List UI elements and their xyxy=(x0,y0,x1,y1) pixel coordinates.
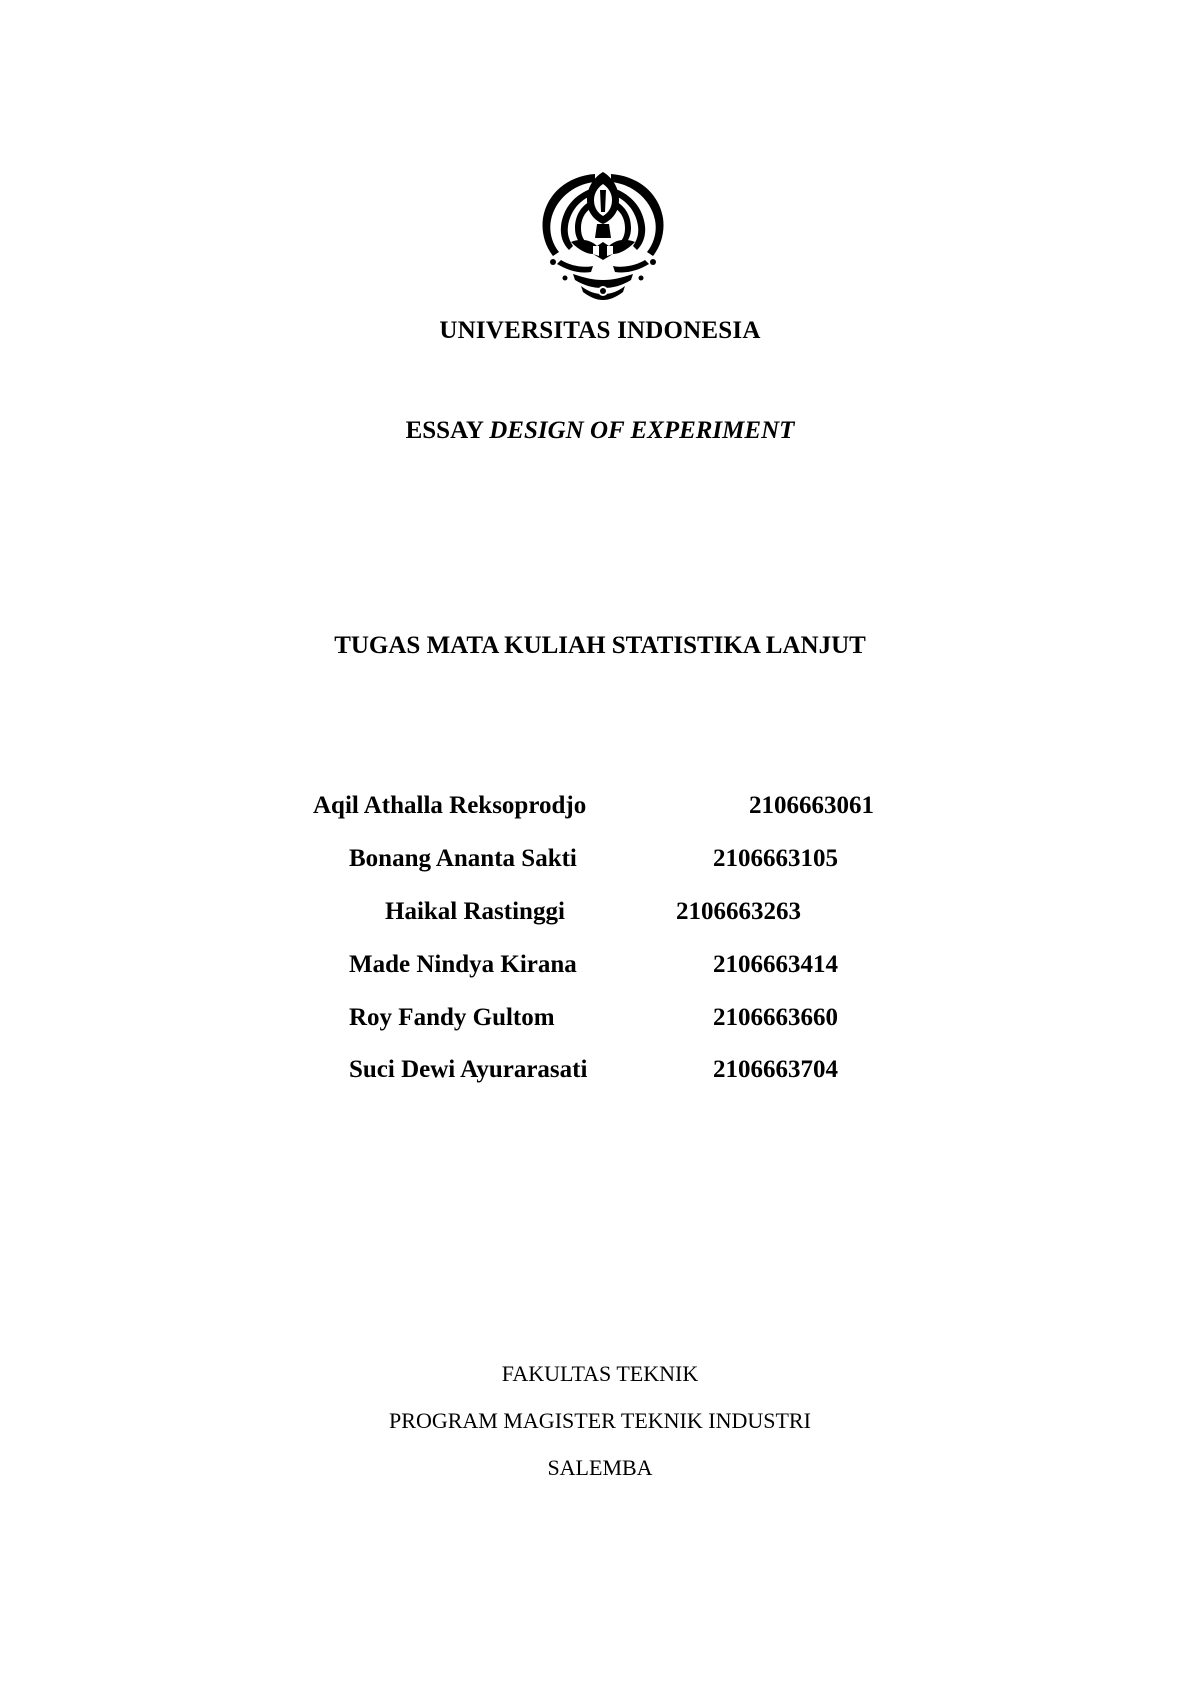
member-name: Suci Dewi Ayurarasati xyxy=(349,1056,588,1083)
university-title: UNIVERSITAS INDONESIA xyxy=(439,317,761,344)
member-npm: 2106663660 xyxy=(713,1004,838,1031)
member-npm: 2106663704 xyxy=(713,1056,838,1083)
member-npm: 2106663061 xyxy=(749,792,874,819)
essay-prefix: ESSAY xyxy=(405,417,483,444)
member-npm: 2106663414 xyxy=(713,951,838,978)
member-name: Roy Fandy Gultom xyxy=(349,1004,555,1031)
member-name: Made Nindya Kirana xyxy=(349,951,577,978)
member-npm: 2106663105 xyxy=(713,845,838,872)
essay-title xyxy=(0,417,1200,445)
course-title: TUGAS MATA KULIAH STATISTIKA LANJUT xyxy=(334,632,866,659)
campus-name: SALEMBA xyxy=(547,1455,653,1480)
program-name: PROGRAM MAGISTER TEKNIK INDUSTRI xyxy=(389,1408,811,1433)
member-name: Bonang Ananta Sakti xyxy=(349,845,577,872)
makara-ui-emblem-icon xyxy=(533,168,673,304)
member-name: Aqil Athalla Reksoprodjo xyxy=(313,792,587,819)
member-name: Haikal Rastinggi xyxy=(385,898,565,925)
member-npm: 2106663263 xyxy=(676,898,801,925)
faculty-name: FAKULTAS TEKNIK xyxy=(501,1361,699,1386)
essay-topic: DESIGN OF EXPERIMENT xyxy=(489,417,795,444)
